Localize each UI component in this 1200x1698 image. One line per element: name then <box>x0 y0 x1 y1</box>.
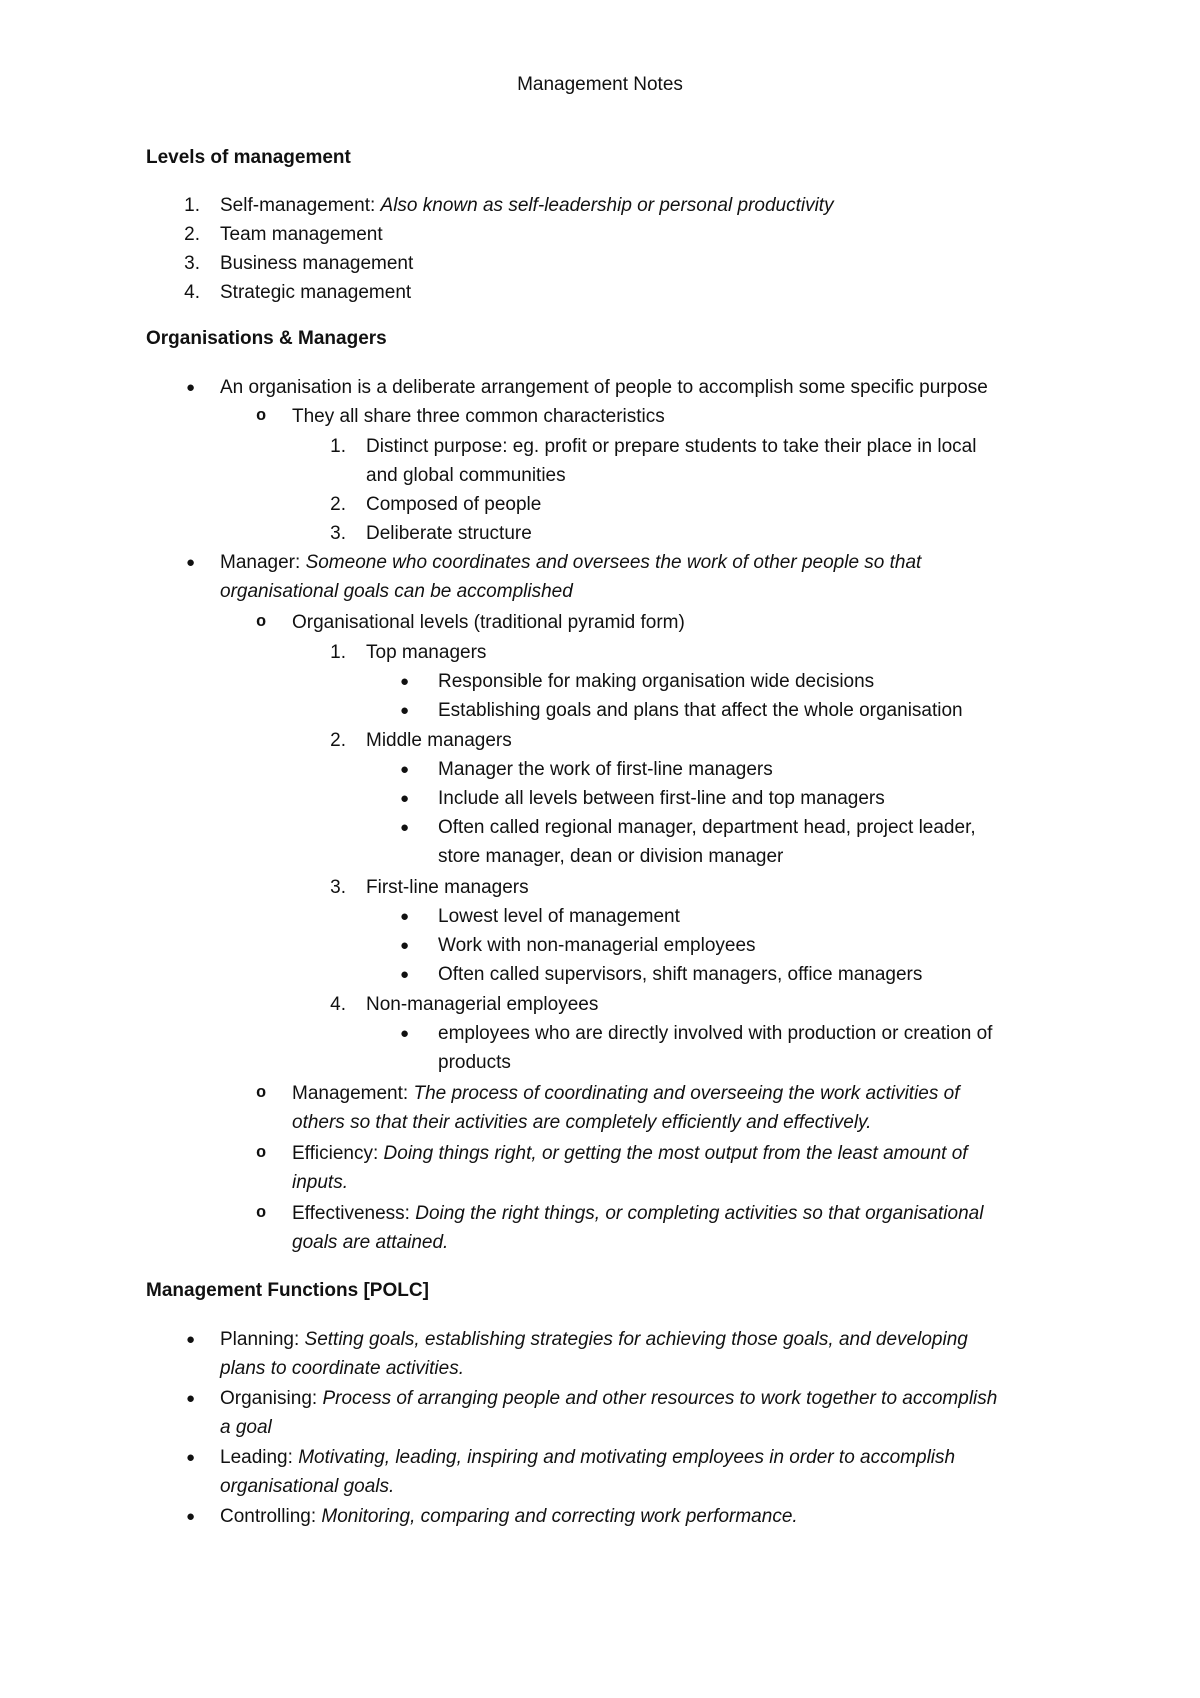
list-item-continuation: others so that their activities are completely efficiently and effectively. <box>292 1112 872 1133</box>
heading-organisations: Organisations & Managers <box>146 328 387 349</box>
heading-functions: Management Functions [POLC] <box>146 1280 429 1301</box>
list-item-continuation: store manager, dean or division manager <box>438 846 784 867</box>
list-item-continuation: inputs. <box>292 1172 348 1193</box>
list-item-continuation: and global communities <box>366 465 566 486</box>
list-item-continuation: products <box>438 1052 511 1073</box>
page-title: Management Notes <box>517 74 683 95</box>
document-page: Management Notes Levels of management 1. Self-management: Also known as self-leadership or personal productivity 2. Team management 3. Business management 4. Strategic management Organisations & Managers ● An organisation is a deliberate arrangement of people to accomplish some specific purpose o They all share three common characteristics 1. Distinct purpose: eg. profit or prepare students to take their place in local and global communities 2. Composed of people 3. Deliberate structure ● Manager: Someone who coordinates and oversees the work of other people so that organisational goals can be accomplished o Organisational levels (traditional pyramid form) 1. Top managers ● Responsible for making organisation wide decisions ● Establishing goals and plans that affect the whole organisation 2. Middle managers ● Manager the work of first-line managers ● Include all levels between first-line and top managers ● Often called regional manager, department head, project leader, store manager, dean or division manager 3. First-line managers ● Lowest level of management ● Work with non-managerial employees ● Often called supervisors, shift managers, office managers 4. Non-managerial employees ● employees who are directly involved with production or creation of products o Management: The process of coordinating and overseeing the work activities of others so that their activities are completely efficiently and effectively. o Efficiency: Doing things right, or getting the most output from the least amount of inputs. o Effectiveness: Doing the right things, or completing activities so that organisational goals are attained. Management Functions [POLC] ● Planning: Setting goals, establishing strategies for achieving those goals, and developing plans to coordinate activities. ● Organising: Process of arranging people and other resources to work together to accomplish a goal ● Leading: Motivating, leading, inspiring and motivating employees in order to accomplish organisational goals. ● Controlling: Monitoring, comparing and correcting work performance. <box>0 0 1200 1698</box>
heading-levels: Levels of management <box>146 147 351 168</box>
list-item-continuation: plans to coordinate activities. <box>220 1358 464 1379</box>
list-item-continuation: organisational goals. <box>220 1476 395 1497</box>
list-item-continuation: organisational goals can be accomplished <box>220 581 573 602</box>
list-item-continuation: goals are attained. <box>292 1232 449 1253</box>
list-item-continuation: a goal <box>220 1417 272 1438</box>
